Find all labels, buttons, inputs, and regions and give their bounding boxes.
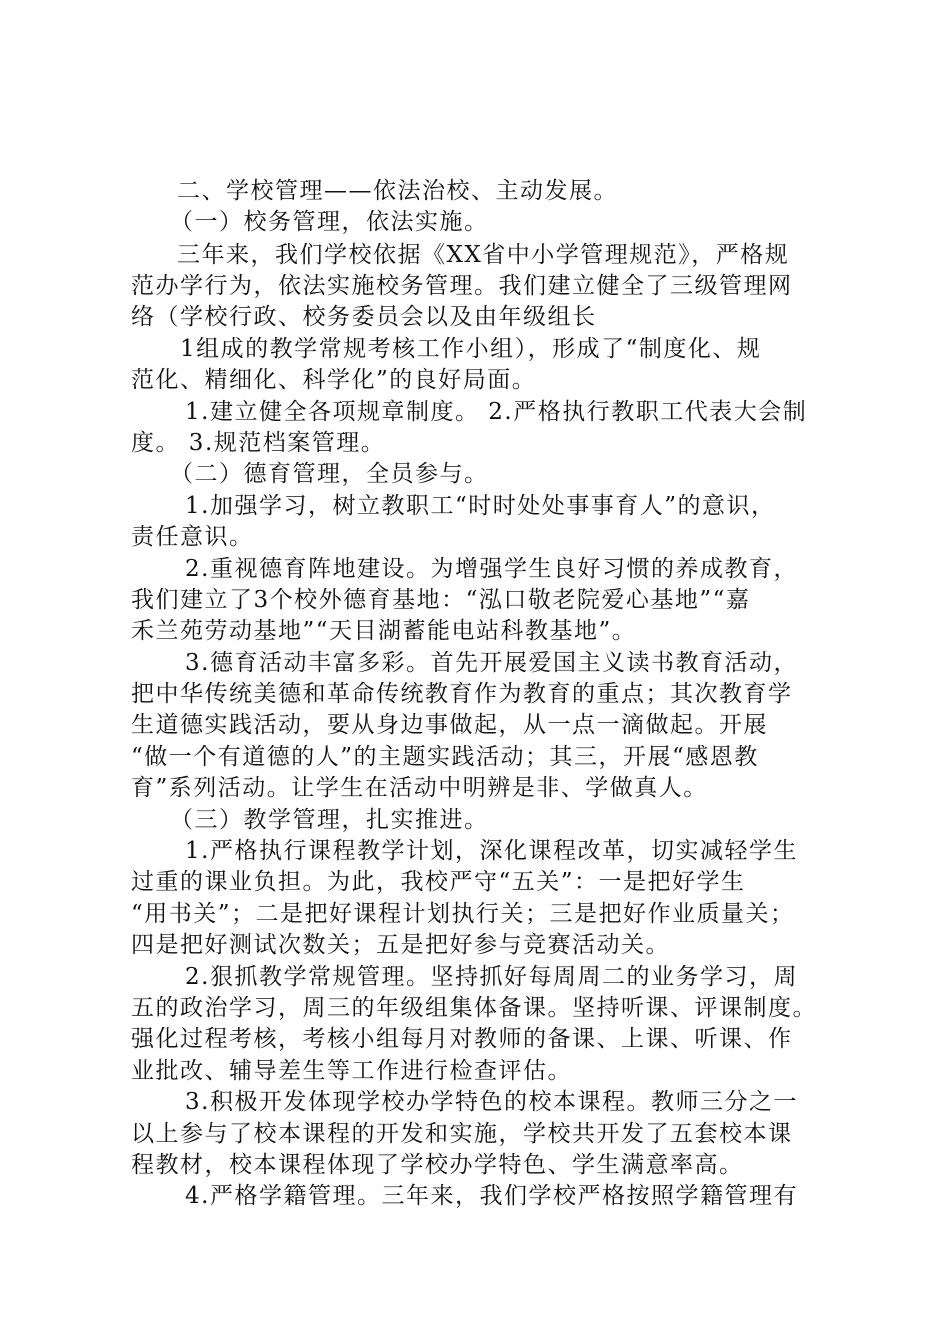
list-item-line: 4.严格学籍管理。三年来，我们学校严格按照学籍管理有	[185, 1183, 798, 1209]
list-item-line: 3.积极开发体现学校办学特色的校本课程。教师三分之一	[185, 1089, 798, 1115]
list-item-line: 1.严格执行课程教学计划，深化课程改革，切实减轻学生	[185, 838, 798, 864]
paragraph-line: 三年来，我们学校依据《XX省中小学管理规范》，严格规	[177, 242, 790, 268]
list-item-line: 责任意识。	[131, 524, 254, 550]
paragraph-line: 范办学行为，依法实施校务管理。我们建立健全了三级管理网	[131, 273, 793, 299]
list-item-line: 业批改、辅导差生等工作进行检查评估。	[131, 1058, 572, 1084]
subsection-heading-teaching: （三）教学管理，扎实推进。	[170, 807, 489, 833]
list-item-line: 育”系列活动。让学生在活动中明辨是非、学做真人。	[131, 775, 708, 801]
subsection-heading-affairs: （一）校务管理，依法实施。	[170, 209, 489, 235]
list-item-line: 度。 3.规范档案管理。	[131, 430, 386, 456]
paragraph-line: 范化、精细化、科学化”的良好局面。	[131, 367, 537, 393]
list-item-line: 程教材，校本课程体现了学校办学特色、学生满意率高。	[131, 1152, 744, 1178]
subsection-heading-moral: （二）德育管理，全员参与。	[170, 461, 489, 487]
list-item-line: 把中华传统美德和革命传统教育作为教育的重点；其次教育学	[131, 681, 793, 707]
list-item-line: 五的政治学习，周三的年级组集体备课。坚持听课、评课制度。	[131, 995, 817, 1021]
list-item-line: 过重的课业负担。为此，我校严守“五关”：一是把好学生	[131, 869, 746, 895]
list-item-line: 1.建立健全各项规章制度。 2.严格执行教职工代表大会制	[185, 399, 808, 425]
list-item-line: 2.狠抓教学常规管理。坚持抓好每周周二的业务学习，周	[185, 964, 798, 990]
list-item-line: 以上参与了校本课程的开发和实施，学校共开发了五套校本课	[131, 1121, 793, 1147]
paragraph-line: 1组成的教学常规考核工作小组），形成了“制度化、规	[180, 336, 762, 362]
list-item-line: 生道德实践活动，要从身边事做起，从一点一滴做起。开展	[131, 712, 768, 738]
list-item-line: 2.重视德育阵地建设。为增强学生良好习惯的养成教育，	[185, 556, 798, 582]
list-item-line: 我们建立了3个校外德育基地：“泓口敬老院爱心基地”“嘉	[131, 587, 751, 613]
section-heading-school-management: 二、学校管理——依法治校、主动发展。	[177, 178, 618, 204]
list-item-line: 四是把好测试次数关；五是把好参与竞赛活动关。	[131, 932, 670, 958]
list-item-line: 强化过程考核，考核小组每月对教师的备课、上课、听课、作	[131, 1026, 793, 1052]
list-item-line: 1.加强学习，树立教职工“时时处处事事育人”的意识，	[185, 493, 776, 519]
list-item-line: “做一个有道德的人”的主题实践活动；其三，开展“感恩教	[131, 744, 759, 770]
list-item-line: 3.德育活动丰富多彩。首先开展爱国主义读书教育活动，	[185, 650, 798, 676]
list-item-line: 禾兰苑劳动基地”“天目湖蓄能电站科教基地”。	[131, 618, 637, 644]
paragraph-line: 络（学校行政、校务委员会以及由年级组长	[131, 304, 597, 330]
list-item-line: “用书关”；二是把好课程计划执行关；三是把好作业质量关；	[131, 901, 795, 927]
